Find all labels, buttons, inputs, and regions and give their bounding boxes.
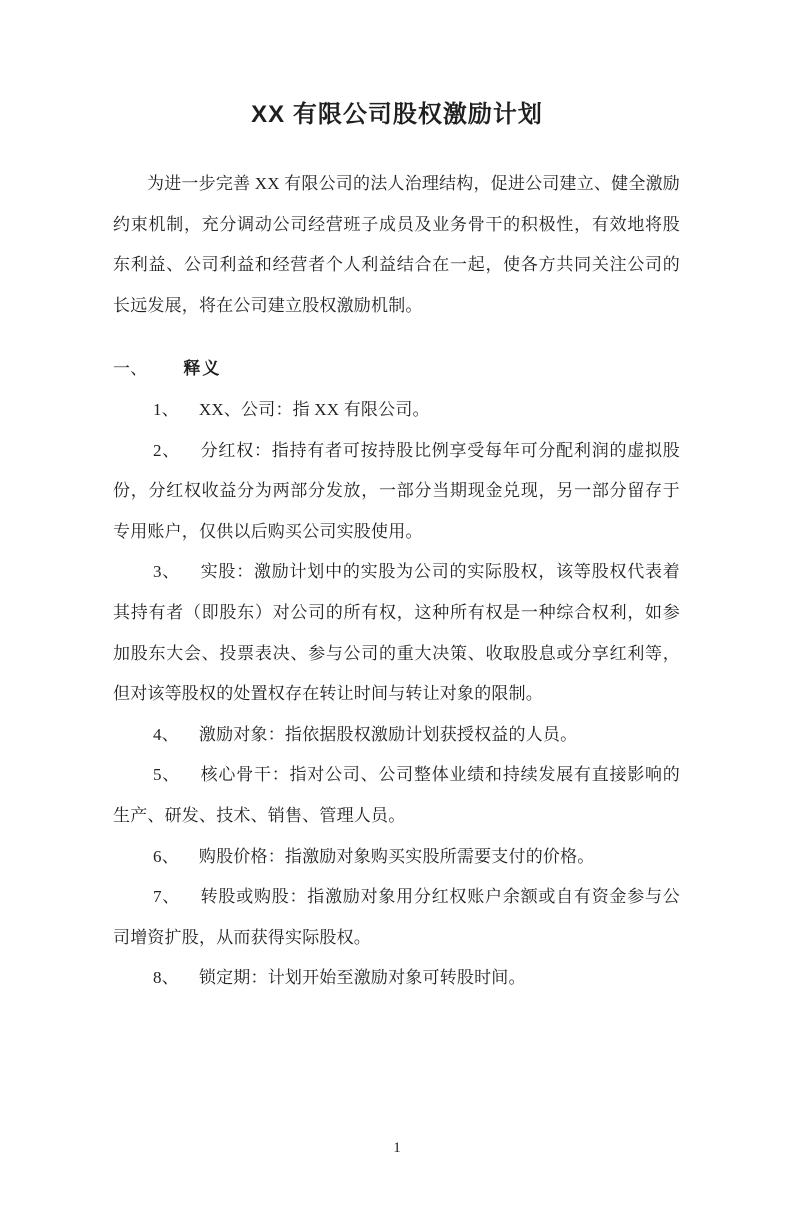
item-text: 核心骨干：指对公司、公司整体业绩和持续发展有直接影响的生产、研发、技术、销售、管理人员。	[113, 765, 680, 825]
definition-item	[113, 755, 680, 836]
page-footer	[0, 1139, 794, 1157]
section-heading	[113, 349, 680, 390]
document-page	[0, 98, 794, 1221]
definition-item	[113, 715, 680, 756]
definition-item	[113, 431, 680, 553]
intro-paragraph: 为进一步完善 XX 有限公司的法人治理结构，促进公司建立、健全激励约束机制，充分调动公司经营班子成员及业务骨干的积极性，有效地将股东利益、公司利益和经营者个人利益结合在一起，使各方共同关注公司的长远发展，将在公司建立股权激励机制。	[113, 174, 680, 315]
document-title: XX 有限公司股权激励计划	[251, 101, 543, 128]
definition-item	[113, 877, 680, 958]
definition-item	[113, 837, 680, 878]
item-text: XX、公司：指 XX 有限公司。	[198, 399, 430, 419]
item-number: 4、	[153, 724, 179, 744]
item-number: 6、	[153, 846, 179, 866]
item-number: 7、	[153, 887, 181, 907]
page-number: 1	[393, 1140, 401, 1156]
section-number: 一、	[113, 359, 148, 379]
item-number: 5、	[153, 765, 181, 785]
definition-item	[113, 390, 680, 431]
item-text: 实股：激励计划中的实股为公司的实际股权，该等股权代表着其持有者（即股东）对公司的所有权，这种所有权是一种综合权利，如参加股东大会、投票表决、参与公司的重大决策、收取股息或分享红利等，但对该等股权的处置权存在转让时间与转让对象的限制。	[113, 562, 680, 704]
section-title: 释义	[183, 359, 222, 379]
item-text: 转股或购股：指激励对象用分红权账户余额或自有资金参与公司增资扩股，从而获得实际股权。	[113, 887, 680, 947]
item-text: 购股价格：指激励对象购买实股所需要支付的价格。	[198, 846, 595, 866]
definition-item	[113, 552, 680, 714]
item-number: 1、	[153, 399, 179, 419]
definition-item	[113, 958, 680, 999]
item-number: 8、	[153, 968, 179, 988]
item-text: 激励对象：指依据股权激励计划获授权益的人员。	[198, 724, 578, 744]
item-number: 3、	[153, 562, 181, 582]
document-body	[0, 164, 794, 999]
item-number: 2、	[153, 440, 181, 460]
item-text: 分红权：指持有者可按持股比例享受每年可分配利润的虚拟股份，分红权收益分为两部分发放，一部分当期现金兑现，另一部分留存于专用账户，仅供以后购买公司实股使用。	[113, 440, 680, 541]
item-text: 锁定期：计划开始至激励对象可转股时间。	[198, 968, 526, 988]
